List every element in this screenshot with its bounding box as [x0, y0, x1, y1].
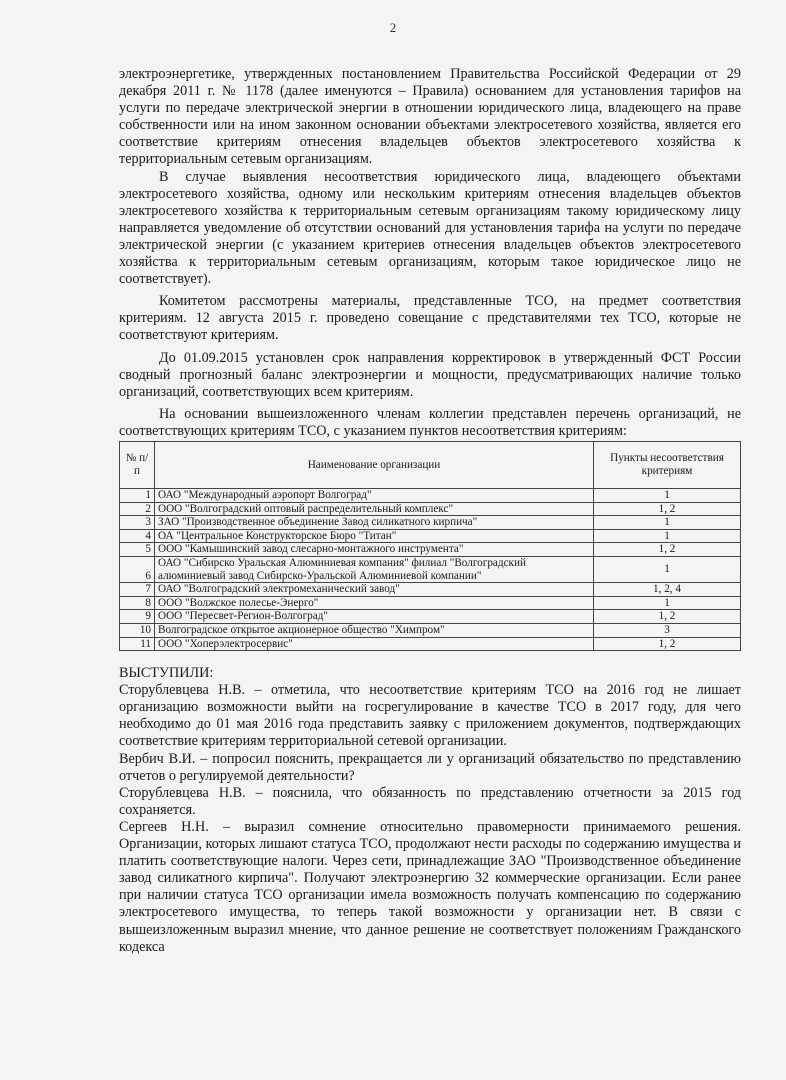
- paragraph: В случае выявления несоответствия юридического лица, владеющего объектами электросетевого хозяйства, одному или нескольким критериям отнесения владельцев объектов электросетевого хозяйства к территориальным сетевым организациям такому юридическому лицу направляется уведомление об отсутствии оснований для установления тарифа на услуги по передаче электрической энергии (с указанием критериев отнесения владельцев объектов электросетевого хозяйства к территориальным сетевым организациям, которым такое юридическое лицо не соответствует).: [119, 168, 741, 288]
- speech-paragraph: Сергеев Н.Н. – выразил сомнение относительно правомерности принимаемого решения. Организации, которых лишают статуса ТСО, продолжают нести расходы по содержанию имущества и платить соответствующие налоги. Через сети, принадлежащие ЗАО "Производственное объединение завод силикатного кирпича". Получают электроэнергию 32 коммерческие организации. Если ранее при наличии статуса ТСО организации имела возможность получать компенсацию по содержанию электросетевого имущества, то теперь такой возможности у организации нет. В связи с вышеизложенным выразил мнение, что данное решение не соответствует положениям Гражданского кодекса: [119, 818, 741, 955]
- organization-name: ОАО "Международный аэропорт Волгоград": [155, 488, 594, 502]
- criteria-points: 1: [594, 596, 741, 610]
- table-row: [120, 623, 741, 637]
- document-body: [119, 66, 741, 956]
- table-row: [120, 610, 741, 624]
- table-row: [120, 543, 741, 557]
- criteria-points: 1: [594, 516, 741, 530]
- organization-name: ОА "Центральное Конструкторское Бюро "Титан": [155, 529, 594, 543]
- organization-name: ОАО "Сибирско Уральская Алюминиевая компания" филиал "Волгоградский алюминиевый завод Сибирско-Уральской Алюминиевой компании": [155, 556, 594, 582]
- row-number: 8: [120, 596, 155, 610]
- table-row: [120, 502, 741, 516]
- organization-name: ООО "Волжское полесье-Энерго": [155, 596, 594, 610]
- row-number: 9: [120, 610, 155, 624]
- organization-name: ООО "Хоперэлектросервис": [155, 637, 594, 651]
- criteria-points: 1, 2, 4: [594, 583, 741, 597]
- paragraph: Комитетом рассмотрены материалы, представленные ТСО, на предмет соответствия критериям. 12 августа 2015 г. проведено совещание с представителями тех ТСО, которые не соответствуют критериям.: [119, 293, 741, 344]
- table-row: [120, 583, 741, 597]
- row-number: 7: [120, 583, 155, 597]
- column-header-criteria: Пункты несоответствия критериям: [594, 441, 741, 488]
- row-number: 6: [120, 556, 155, 582]
- paragraph: электроэнергетике, утвержденных постановлением Правительства Российской Федерации от 29 декабря 2011 г. № 1178 (далее именуются – Правила) основанием для установления тарифов на услуги по передаче электрической энергии в отношении юридического лица, владеющего на праве собственности или на ином законном основании объектами электросетевого хозяйства, является его соответствие критериям отнесения владельцев объектов электросетевого хозяйства к территориальным сетевым организациям.: [119, 66, 741, 168]
- table-row: [120, 556, 741, 582]
- criteria-points: 1, 2: [594, 610, 741, 624]
- page-number: 2: [389, 20, 397, 35]
- paragraph: На основании вышеизложенного членам коллегии представлен перечень организаций, не соответствующих критериям ТСО, с указанием пунктов несоответствия критериям:: [119, 405, 741, 439]
- criteria-points: 1, 2: [594, 502, 741, 516]
- row-number: 4: [120, 529, 155, 543]
- paragraph: До 01.09.2015 установлен срок направления корректировок в утвержденный ФСТ России сводный прогнозный баланс электроэнергии и мощности, предусматривающих наличие только организаций, соответствующих всем критериям.: [119, 349, 741, 400]
- row-number: 10: [120, 623, 155, 637]
- table-row: [120, 516, 741, 530]
- table-row: [120, 529, 741, 543]
- criteria-points: 1: [594, 556, 741, 582]
- organization-name: ОАО "Волгоградский электромеханический завод": [155, 583, 594, 597]
- table-row: [120, 637, 741, 651]
- row-number: 1: [120, 488, 155, 502]
- column-header-name: Наименование организации: [155, 441, 594, 488]
- organization-name: ЗАО "Производственное объединение Завод силикатного кирпича": [155, 516, 594, 530]
- speakers-heading: ВЫСТУПИЛИ:: [119, 665, 214, 682]
- speakers-section: [119, 665, 741, 956]
- row-number: 3: [120, 516, 155, 530]
- table-row: [120, 488, 741, 502]
- organization-name: ООО "Пересвет-Регион-Волгоград": [155, 610, 594, 624]
- criteria-points: 1: [594, 488, 741, 502]
- criteria-points: 1, 2: [594, 637, 741, 651]
- row-number: 2: [120, 502, 155, 516]
- organization-name: ООО "Волгоградский оптовый распределительный комплекс": [155, 502, 594, 516]
- criteria-points: 3: [594, 623, 741, 637]
- criteria-points: 1: [594, 529, 741, 543]
- row-number: 11: [120, 637, 155, 651]
- criteria-points: 1, 2: [594, 543, 741, 557]
- row-number: 5: [120, 543, 155, 557]
- organization-name: ООО "Камышинский завод слесарно-монтажного инструмента": [155, 543, 594, 557]
- column-header-number: № п/п: [120, 441, 155, 488]
- table-row: [120, 596, 741, 610]
- organizations-table: [119, 441, 741, 651]
- organization-name: Волгоградское открытое акционерное общество "Химпром": [155, 623, 594, 637]
- speech-paragraph: Сторублевцева Н.В. – отметила, что несоответствие критериям ТСО на 2016 год не лишает организацию возможности выйти на госрегулирование в качестве ТСО в 2017 году, для чего необходимо до 01 мая 2016 года представить заявку с приложением документов, подтверждающих соответствие критериям территориальной сетевой организации.: [119, 682, 741, 750]
- table-header-row: [120, 441, 741, 488]
- speech-paragraph: Сторублевцева Н.В. – пояснила, что обязанность по представлению отчетности за 2015 год сохраняется.: [119, 784, 741, 818]
- speech-paragraph: Вербич В.И. – попросил пояснить, прекращается ли у организаций обязательство по представлению отчетов о регулируемой деятельности?: [119, 750, 741, 784]
